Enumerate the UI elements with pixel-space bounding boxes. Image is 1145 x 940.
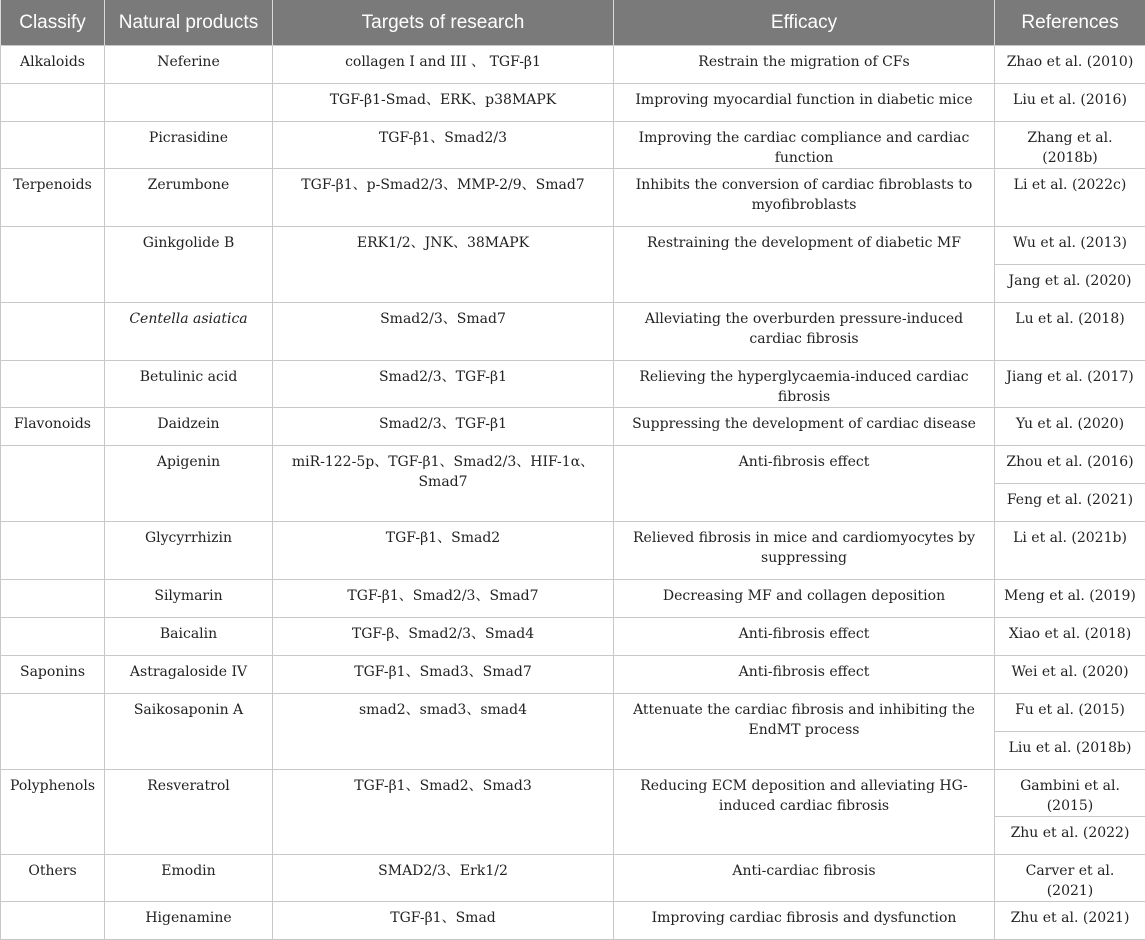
cell-product: Higenamine — [105, 902, 273, 940]
cell-reference: Xiao et al. (2018) — [995, 618, 1145, 656]
cell-reference: Jang et al. (2020) — [995, 265, 1145, 303]
cell-product: Resveratrol — [105, 770, 273, 855]
cell-targets: ERK1/2、JNK、38MAPK — [273, 227, 614, 303]
cell-efficacy: Relieved fibrosis in mice and cardiomyocytes by suppressing — [614, 522, 995, 580]
cell-product: Astragaloside IV — [105, 656, 273, 694]
header-efficacy: Efficacy — [614, 0, 995, 46]
cell-efficacy: Inhibits the conversion of cardiac fibroblasts to myofibroblasts — [614, 169, 995, 227]
cell-classify — [1, 361, 105, 408]
table-row — [1, 522, 1145, 580]
cell-reference: Li et al. (2021b) — [995, 522, 1145, 580]
cell-efficacy: Anti-fibrosis effect — [614, 656, 995, 694]
cell-efficacy: Restrain the migration of CFs — [614, 46, 995, 84]
cell-efficacy: Suppressing the development of cardiac disease — [614, 408, 995, 446]
cell-targets: TGF-β1、Smad3、Smad7 — [273, 656, 614, 694]
cell-classify: Alkaloids — [1, 46, 105, 84]
cell-efficacy: Improving cardiac fibrosis and dysfunction — [614, 902, 995, 940]
cell-efficacy: Reducing ECM deposition and alleviating HG-induced cardiac fibrosis — [614, 770, 995, 855]
cell-reference: Zhu et al. (2022) — [995, 817, 1145, 855]
cell-classify: Saponins — [1, 656, 105, 694]
cell-classify — [1, 227, 105, 303]
cell-reference: Lu et al. (2018) — [995, 303, 1145, 361]
table-row — [1, 361, 1145, 408]
cell-targets: TGF-β1、Smad2/3、Smad7 — [273, 580, 614, 618]
table-row — [1, 902, 1145, 940]
cell-targets: TGF-β1、Smad — [273, 902, 614, 940]
cell-classify — [1, 303, 105, 361]
cell-reference: Jiang et al. (2017) — [995, 361, 1145, 408]
cell-reference: Yu et al. (2020) — [995, 408, 1145, 446]
cell-efficacy: Anti-fibrosis effect — [614, 618, 995, 656]
cell-reference: Carver et al. (2021) — [995, 855, 1145, 902]
cell-efficacy: Anti-fibrosis effect — [614, 446, 995, 522]
cell-efficacy: Decreasing MF and collagen deposition — [614, 580, 995, 618]
cell-classify — [1, 618, 105, 656]
cell-reference: Fu et al. (2015) — [995, 694, 1145, 732]
cell-product: Picrasidine — [105, 122, 273, 169]
cell-reference: Gambini et al. (2015) — [995, 770, 1145, 817]
table-row — [1, 580, 1145, 618]
cell-targets: TGF-β1、Smad2/3 — [273, 122, 614, 169]
cell-efficacy: Restraining the development of diabetic MF — [614, 227, 995, 303]
cell-classify — [1, 84, 105, 122]
table-row — [1, 770, 1145, 817]
cell-product — [105, 303, 273, 361]
cell-targets: TGF-β1-Smad、ERK、p38MAPK — [273, 84, 614, 122]
cell-product: Betulinic acid — [105, 361, 273, 408]
table-row — [1, 46, 1145, 84]
cell-efficacy: Improving myocardial function in diabetic mice — [614, 84, 995, 122]
cell-product — [105, 84, 273, 122]
cell-targets: smad2、smad3、smad4 — [273, 694, 614, 770]
cell-reference: Wu et al. (2013) — [995, 227, 1145, 265]
cell-product: Zerumbone — [105, 169, 273, 227]
table-row — [1, 656, 1145, 694]
header-row — [1, 0, 1145, 46]
table-row — [1, 303, 1145, 361]
cell-reference: Feng et al. (2021) — [995, 484, 1145, 522]
cell-product: Neferine — [105, 46, 273, 84]
table-row — [1, 227, 1145, 265]
product-name-italic: Centella asiatica — [129, 311, 247, 327]
header-classify: Classify — [1, 0, 105, 46]
cell-reference: Zhao et al. (2010) — [995, 46, 1145, 84]
table-row — [1, 446, 1145, 484]
cell-classify: Others — [1, 855, 105, 902]
cell-targets: miR-122-5p、TGF-β1、Smad2/3、HIF-1α、Smad7 — [273, 446, 614, 522]
cell-product: Ginkgolide B — [105, 227, 273, 303]
cell-efficacy: Relieving the hyperglycaemia-induced cardiac fibrosis — [614, 361, 995, 408]
cell-reference: Zhu et al. (2021) — [995, 902, 1145, 940]
cell-reference: Zhou et al. (2016) — [995, 446, 1145, 484]
cell-product: Apigenin — [105, 446, 273, 522]
cell-classify — [1, 446, 105, 522]
header-targets: Targets of research — [273, 0, 614, 46]
cell-reference: Liu et al. (2018b) — [995, 732, 1145, 770]
cell-targets: TGF-β、Smad2/3、Smad4 — [273, 618, 614, 656]
cell-classify — [1, 522, 105, 580]
cell-targets: Smad2/3、TGF-β1 — [273, 408, 614, 446]
cell-product: Saikosaponin A — [105, 694, 273, 770]
cell-reference: Liu et al. (2016) — [995, 84, 1145, 122]
table-row — [1, 618, 1145, 656]
cell-classify — [1, 580, 105, 618]
cell-reference: Wei et al. (2020) — [995, 656, 1145, 694]
cell-classify: Terpenoids — [1, 169, 105, 227]
cell-product: Baicalin — [105, 618, 273, 656]
cell-reference: Li et al. (2022c) — [995, 169, 1145, 227]
cell-product: Glycyrrhizin — [105, 522, 273, 580]
table-row — [1, 694, 1145, 732]
cell-efficacy: Improving the cardiac compliance and cardiac function — [614, 122, 995, 169]
cell-targets: TGF-β1、Smad2、Smad3 — [273, 770, 614, 855]
cell-targets: collagen I and III 、 TGF-β1 — [273, 46, 614, 84]
cell-targets: TGF-β1、Smad2 — [273, 522, 614, 580]
cell-classify — [1, 902, 105, 940]
table-row — [1, 169, 1145, 227]
cell-product: Silymarin — [105, 580, 273, 618]
cell-classify — [1, 122, 105, 169]
cell-targets: Smad2/3、Smad7 — [273, 303, 614, 361]
cell-classify: Flavonoids — [1, 408, 105, 446]
table-row — [1, 408, 1145, 446]
table-row — [1, 122, 1145, 169]
cell-reference: Meng et al. (2019) — [995, 580, 1145, 618]
cell-classify: Polyphenols — [1, 770, 105, 855]
cell-efficacy: Alleviating the overburden pressure-induced cardiac fibrosis — [614, 303, 995, 361]
header-references: References — [995, 0, 1145, 46]
table-row — [1, 84, 1145, 122]
cell-targets: TGF-β1、p-Smad2/3、MMP-2/9、Smad7 — [273, 169, 614, 227]
cell-product: Emodin — [105, 855, 273, 902]
cell-efficacy: Attenuate the cardiac fibrosis and inhibiting the EndMT process — [614, 694, 995, 770]
cell-efficacy: Anti-cardiac fibrosis — [614, 855, 995, 902]
cell-classify — [1, 694, 105, 770]
cell-targets: Smad2/3、TGF-β1 — [273, 361, 614, 408]
cell-targets: SMAD2/3、Erk1/2 — [273, 855, 614, 902]
cell-reference: Zhang et al. (2018b) — [995, 122, 1145, 169]
header-natural-products: Natural products — [105, 0, 273, 46]
table-row — [1, 855, 1145, 902]
cell-product: Daidzein — [105, 408, 273, 446]
